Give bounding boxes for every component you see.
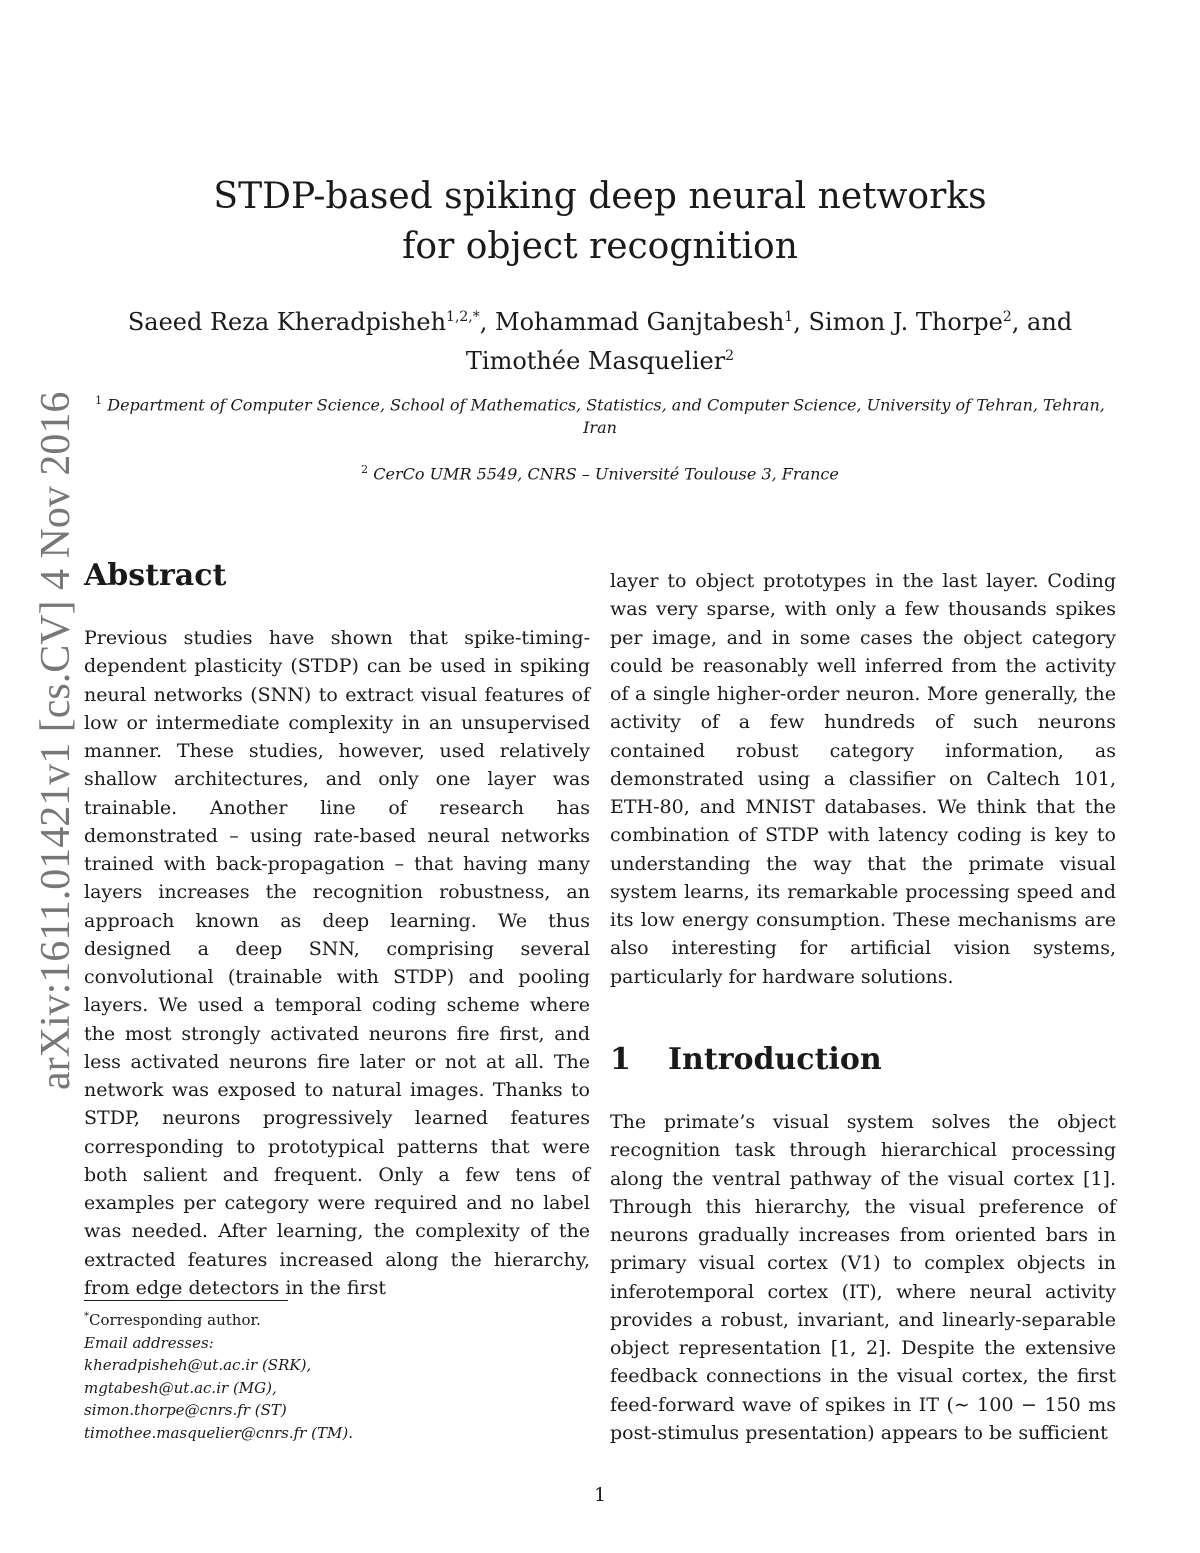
page-number: 1 (593, 1484, 607, 1506)
author-name: Timothée Masquelier (465, 347, 726, 375)
author-name: Saeed Reza Kheradpisheh (127, 308, 447, 336)
affiliation-mark: 1 (95, 394, 103, 407)
author-name: Mohammad Ganjtabesh (495, 308, 785, 336)
affiliation-text: Department of Computer Science, School of Mathematics, Statistics, and Computer Science, University of Tehran, Tehran, Iran (107, 395, 1105, 438)
corresponding-author-note (84, 1306, 353, 1332)
footnote-mark: * (84, 1311, 89, 1322)
corresponding-author-text: Corresponding author. (89, 1311, 261, 1329)
arxiv-watermark: arXiv:1611.01421v1 [cs.CV] 4 Nov 2016 (33, 391, 79, 1090)
introduction-body (610, 1108, 1116, 1447)
footnote-divider (84, 1300, 288, 1301)
abstract-body-left (84, 624, 590, 1302)
affiliation-mark: 2 (361, 463, 369, 476)
title-line-2: for object recognition (402, 226, 798, 267)
author-conjunction: , and (1011, 308, 1073, 336)
affiliation-text: CerCo UMR 5549, CNRS – Université Toulouse 3, France (373, 464, 839, 484)
footnotes (84, 1306, 353, 1444)
affiliation-2 (90, 458, 1110, 485)
introduction-heading (610, 1042, 882, 1077)
abstract-paragraph-cont: layer to object prototypes in the last layer. Coding was very sparse, with only a few thousands spikes per image, and in some cases the object category could be reasonably well inferred from the activity of a single higher-order neuron. More generally, the activity of a few hundreds of such neurons contained robust category information, as demonstrated using a classifier on Caltech 101, ETH-80, and MNIST databases. We think that the combination of STDP with latency coding is key to understanding the way that the primate visual system learns, its remarkable processing speed and its low energy consumption. These mechanisms are also interesting for artificial vision systems, particularly for hardware solutions. (610, 570, 1116, 988)
author-affil-mark: 2 (725, 348, 735, 364)
email-address: kheradpisheh@ut.ac.ir (SRK), (84, 1356, 312, 1374)
abstract-body-right (610, 567, 1116, 991)
abstract-heading: Abstract (84, 558, 227, 593)
author-affil-mark: 1 (784, 309, 794, 325)
introduction-paragraph: The primate’s visual system solves the object recognition task through hierarchical processing along the ventral pathway of the visual cortex [1]. Through this hierarchy, the visual preference of neurons gradually increases from oriented bars in primary visual cortex (V1) to complex objects in inferotemporal cortex (IT), where neural activity provides a robust, invariant, and linearly-separable object representation [1, 2]. Despite the extensive feedback connections in the visual cortex, the first feed-forward wave of spikes in IT (∼ 100 − 150 ms post-stimulus presentation) appears to be sufficient (610, 1111, 1116, 1444)
abstract-paragraph: Previous studies have shown that spike-timing-dependent plasticity (STDP) can be used in spiking neural networks (SNN) to extract visual features of low or intermediate complexity in an unsupervised manner. These studies, however, used relatively shallow architectures, and only one layer was trainable. Another line of research has demonstrated – using rate-based neural networks trained with back-propagation – that having many layers increases the recognition robustness, an approach known as deep learning. We thus designed a deep SNN, comprising several convolutional (trainable with STDP) and pooling layers. We used a temporal coding scheme where the most strongly activated neurons fire first, and less activated neurons fire later or not at all. The network was exposed to natural images. Thanks to STDP, neurons progressively learned features corresponding to prototypical patterns that were both salient and frequent. Only a few tens of examples per category were required and no label was needed. After learning, the complexity of the extracted features increased along the hierarchy, from edge detectors in the first (84, 627, 590, 1299)
section-title: Introduction (668, 1042, 882, 1077)
author-list: Saeed Reza Kheradpisheh$^{1,2,*}$, Mohammad Ganjtabesh$^1$, Simon J. Thorpe$^2$, and Timothée Masquelier$^2$ (127, 308, 1073, 375)
title-line-1: STDP-based spiking deep neural networks (213, 176, 987, 217)
author-affil-mark: 1,2,* (446, 309, 480, 325)
email-address: simon.thorpe@cnrs.fr (ST) (84, 1401, 287, 1419)
email-address: timothee.masquelier@cnrs.fr (TM). (84, 1423, 353, 1442)
affiliation-1 (90, 389, 1110, 439)
author-affil-mark: 2 (1002, 309, 1012, 325)
paper-title (0, 172, 1200, 272)
author-name: Simon J. Thorpe (808, 308, 1003, 336)
email-label: Email addresses: (84, 1333, 214, 1352)
section-number: 1 (610, 1042, 631, 1077)
email-address: mgtabesh@ut.ac.ir (MG), (84, 1378, 277, 1397)
